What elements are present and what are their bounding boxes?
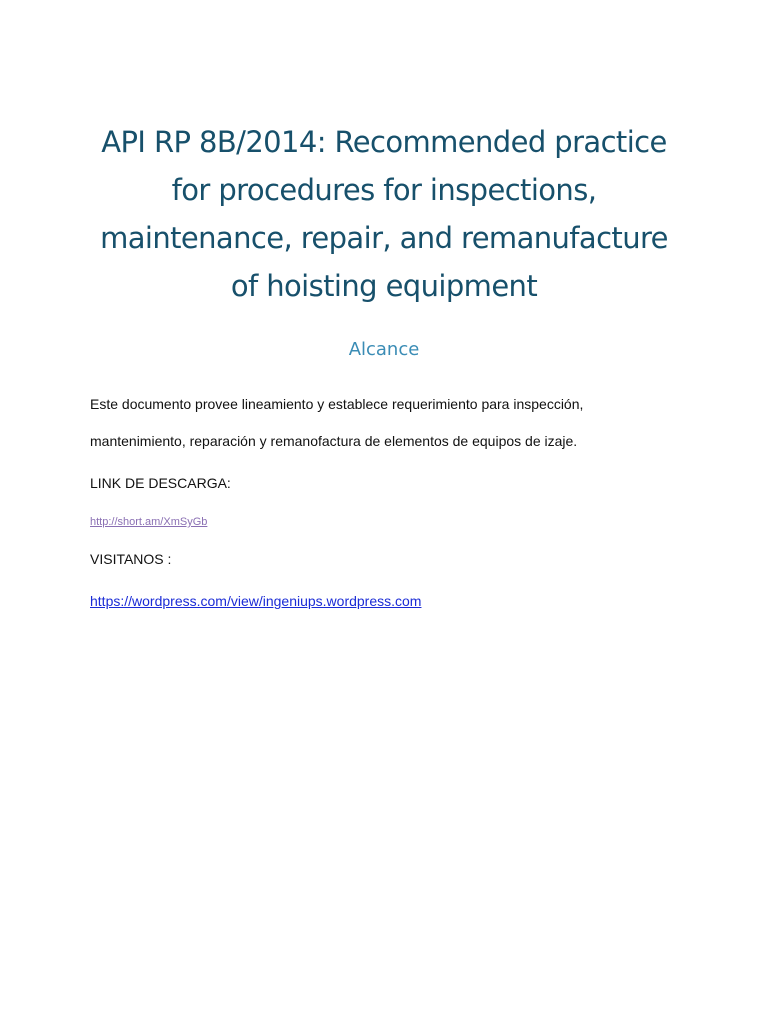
title-line: maintenance, repair, and remanufacture	[100, 221, 668, 255]
title-line: for procedures for inspections,	[171, 173, 597, 207]
paragraph-line: mantenimiento, reparación y remanofactura de elementos de equipos de izaje.	[90, 433, 578, 449]
paragraph-line: Este documento provee lineamiento y establece requerimiento para inspección,	[90, 396, 584, 412]
title-line: of hoisting equipment	[230, 269, 538, 303]
download-label: LINK DE DESCARGA:	[90, 475, 231, 491]
section-heading-alcance: Alcance	[348, 339, 420, 360]
document-title	[60, 118, 708, 310]
download-link[interactable]: http://short.am/XmSyGb	[90, 516, 208, 528]
visit-label: VISITANOS :	[90, 551, 172, 567]
title-line: API RP 8B/2014: Recommended practice	[101, 125, 667, 159]
visit-link[interactable]: https://wordpress.com/view/ingeniups.wordpress.com	[90, 593, 422, 609]
